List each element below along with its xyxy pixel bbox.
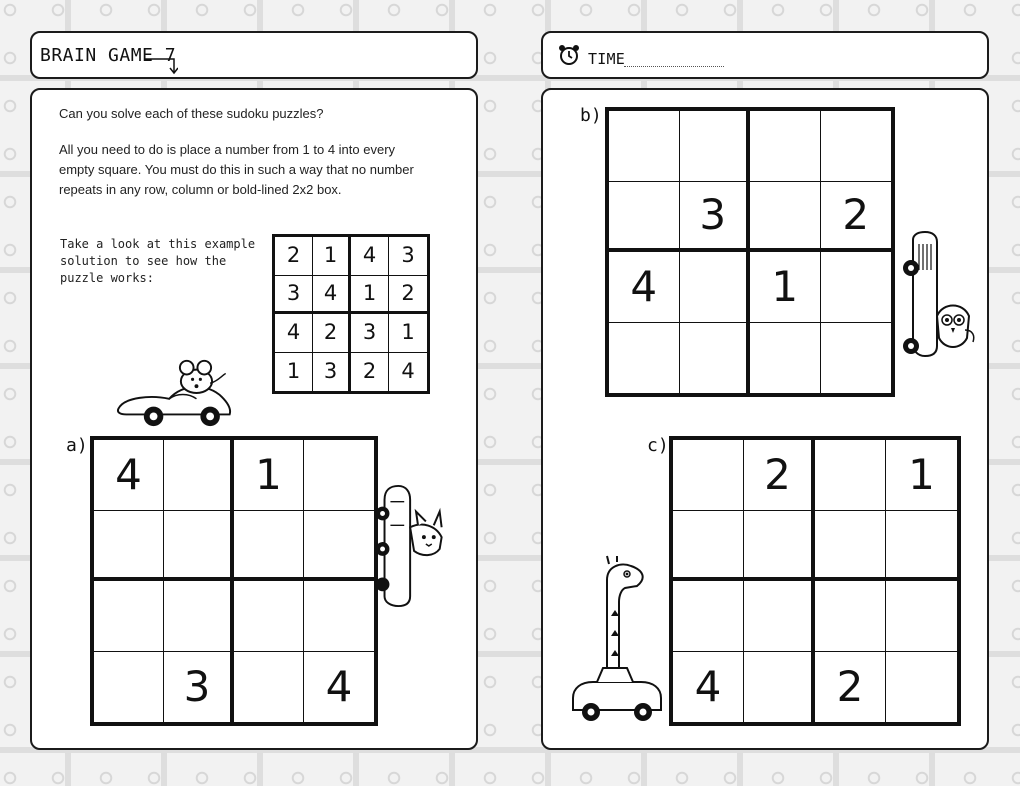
sudoku-cell: 4: [609, 252, 680, 323]
sudoku-cell[interactable]: [304, 511, 374, 582]
sudoku-cell[interactable]: [680, 323, 751, 394]
sudoku-grid-b: [605, 107, 895, 397]
sudoku-cell: 3: [389, 237, 427, 276]
sudoku-cell[interactable]: [744, 581, 815, 652]
sudoku-cell: 2: [275, 237, 313, 276]
sudoku-cell[interactable]: [234, 511, 304, 582]
sudoku-cell[interactable]: [164, 511, 234, 582]
time-label: TIME: [588, 50, 625, 68]
sudoku-cell[interactable]: [815, 511, 886, 582]
sudoku-cell[interactable]: [609, 323, 680, 394]
page-title: BRAIN GAME 7: [40, 45, 177, 66]
left-header-bar: [30, 31, 478, 79]
sudoku-cell: 2: [821, 182, 892, 253]
sudoku-cell: 4: [673, 652, 744, 723]
puzzle-b-label: b): [580, 105, 602, 126]
sudoku-cell[interactable]: [94, 652, 164, 723]
sudoku-cell[interactable]: [673, 581, 744, 652]
sudoku-cell: 1: [313, 237, 351, 276]
sudoku-cell: 3: [313, 353, 351, 392]
sudoku-cell[interactable]: [815, 581, 886, 652]
sudoku-cell[interactable]: [94, 511, 164, 582]
sudoku-cell: 4: [313, 276, 351, 315]
sudoku-cell: 1: [351, 276, 389, 315]
sudoku-cell[interactable]: [609, 182, 680, 253]
sudoku-cell[interactable]: [234, 652, 304, 723]
sudoku-cell[interactable]: [821, 323, 892, 394]
sudoku-cell[interactable]: [821, 252, 892, 323]
sudoku-cell[interactable]: [234, 581, 304, 652]
sudoku-cell[interactable]: [750, 182, 821, 253]
sudoku-grid-c: [669, 436, 961, 726]
puzzle-c-label: c): [647, 435, 669, 456]
sudoku-cell[interactable]: [164, 440, 234, 511]
sudoku-cell[interactable]: [744, 652, 815, 723]
left-content-panel: [30, 88, 478, 750]
sudoku-cell[interactable]: [164, 581, 234, 652]
sudoku-cell[interactable]: [886, 652, 957, 723]
sudoku-cell[interactable]: [304, 440, 374, 511]
sudoku-cell: 3: [275, 276, 313, 315]
sudoku-cell: 1: [389, 314, 427, 353]
sudoku-cell[interactable]: [304, 581, 374, 652]
sudoku-cell: 1: [750, 252, 821, 323]
sudoku-cell[interactable]: [886, 511, 957, 582]
intro-instructions: All you need to do is place a number from 1 to 4 into every empty square. You must do this in such a way that no number repeats in any row, column or bold-lined 2x2 box.: [59, 142, 414, 197]
sudoku-cell: 1: [886, 440, 957, 511]
giraffe-car-illustration: [567, 556, 677, 726]
right-down-arrow-icon: [144, 57, 178, 75]
example-description: Take a look at this example solution to see how the puzzle works:: [60, 237, 256, 285]
sudoku-cell[interactable]: [886, 581, 957, 652]
sudoku-cell: 4: [401, 359, 415, 384]
sudoku-cell: 2: [815, 652, 886, 723]
sudoku-cell[interactable]: [744, 511, 815, 582]
sudoku-cell: 4: [94, 440, 164, 511]
sudoku-cell: 3: [680, 182, 751, 253]
puzzle-a-label: a): [66, 435, 88, 456]
sudoku-cell[interactable]: [94, 581, 164, 652]
sudoku-grid-a: [90, 436, 378, 726]
right-content-panel: [541, 88, 989, 750]
sudoku-cell: 3: [351, 314, 389, 353]
sudoku-cell: 4: [351, 237, 389, 276]
sudoku-cell: 2: [389, 276, 427, 315]
sudoku-cell: 1: [275, 353, 313, 392]
sudoku-cell[interactable]: [821, 111, 892, 182]
sudoku-cell[interactable]: [815, 440, 886, 511]
sudoku-cell[interactable]: [673, 511, 744, 582]
time-entry-line[interactable]: [624, 66, 724, 67]
owl-car-illustration: [899, 230, 979, 370]
sudoku-cell[interactable]: [750, 111, 821, 182]
intro-question: Can you solve each of these sudoku puzzles?: [59, 106, 324, 121]
sudoku-cell[interactable]: [609, 111, 680, 182]
sudoku-cell: 3: [164, 652, 234, 723]
sudoku-cell[interactable]: [750, 323, 821, 394]
sudoku-cell: 2: [313, 314, 351, 353]
sudoku-cell: 1: [234, 440, 304, 511]
example-sudoku-grid: [272, 234, 430, 394]
cat-car-illustration: [378, 482, 458, 610]
sudoku-cell[interactable]: [673, 440, 744, 511]
sudoku-cell: 4: [325, 661, 353, 711]
sudoku-cell[interactable]: [680, 252, 751, 323]
sudoku-cell: 2: [744, 440, 815, 511]
sudoku-cell: 2: [351, 353, 389, 392]
sudoku-cell: 4: [275, 314, 313, 353]
sudoku-cell[interactable]: [680, 111, 751, 182]
mouse-car-illustration: [111, 354, 241, 432]
alarm-clock-icon: [557, 43, 581, 67]
right-header-bar: [541, 31, 989, 79]
